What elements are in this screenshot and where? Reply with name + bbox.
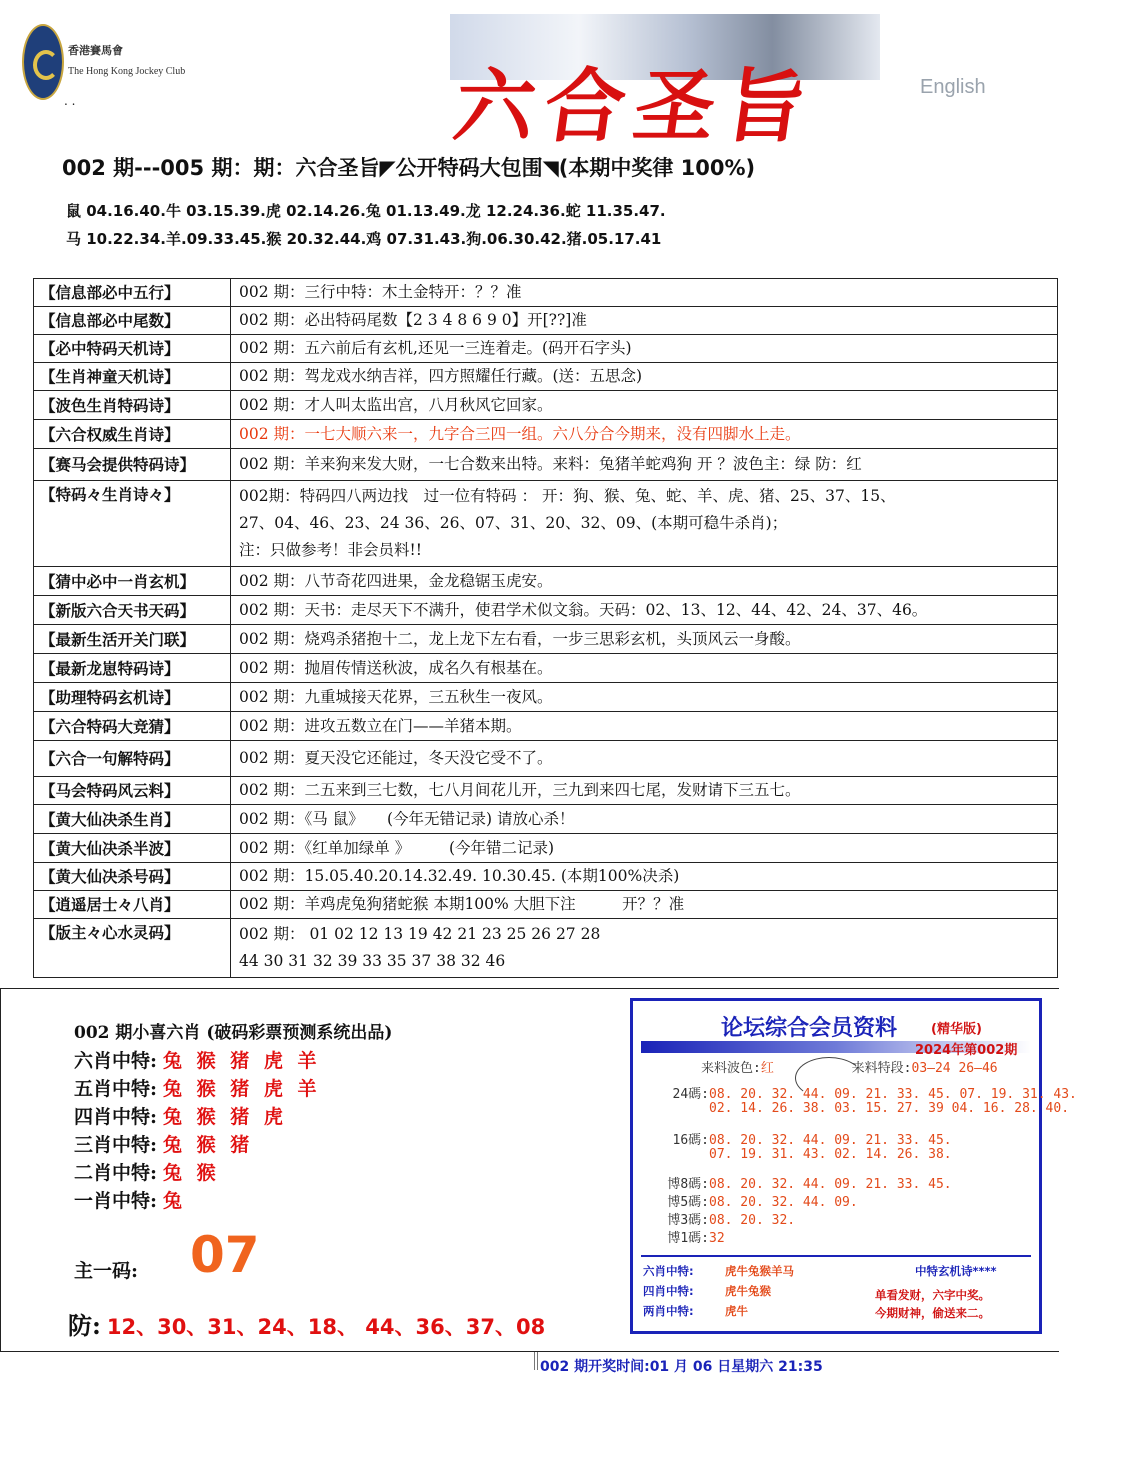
row-value-line: 44 30 31 32 39 33 35 37 38 32 46 xyxy=(239,952,506,970)
six-xiao-row xyxy=(74,1186,186,1213)
fang-line xyxy=(68,1306,545,1341)
row-label: 【六合权威生肖诗】 xyxy=(34,420,231,449)
card-code-line xyxy=(647,1209,795,1228)
card-code-value: 02. 14. 26. 38. 03. 15. 27. 39 04. 16. 28. 40. xyxy=(709,1101,1070,1116)
six-xiao-value: 兔 猴 xyxy=(163,1162,220,1184)
row-value: 002 期：三行中特：木土金特开：？？准 xyxy=(231,279,1058,307)
card-poem-title: 中特玄机诗**** xyxy=(915,1264,997,1278)
main-number-label: 主一码: xyxy=(74,1260,139,1282)
card-six-value: 虎牛兔猴羊马 xyxy=(725,1264,794,1278)
draw-time: 002 期开奖时间:01 月 06 日星期六 21:35 xyxy=(540,1359,823,1375)
six-xiao-value: 兔 xyxy=(163,1190,187,1212)
card-title: 论坛综合会员资料 xyxy=(721,1016,898,1041)
table-row xyxy=(34,335,1058,363)
row-value: 002 期：夏天没它还能过，冬天没它受不了。 xyxy=(231,741,1058,777)
six-xiao-value: 兔 猴 猪 虎 xyxy=(163,1106,287,1128)
table-row xyxy=(34,741,1058,777)
six-xiao-label: 一肖中特: xyxy=(74,1190,158,1212)
jockey-club-logo[interactable] xyxy=(22,24,202,108)
row-label: 【版主々心水灵码】 xyxy=(34,919,231,978)
page-headline: 002 期---005 期：期：六合圣旨◤公开特码大包围◥(本期中奖律 100%) xyxy=(62,156,756,180)
card-code-value: 08. 20. 32. 44. 09. 21. 33. 45. xyxy=(709,1133,952,1148)
row-value: 002 期：羊鸡虎兔狗猪蛇猴 本期100% 大胆下注 开？？准 xyxy=(231,891,1058,919)
card-six-label: 六肖中特: xyxy=(643,1264,694,1278)
six-xiao-title: 002 期小喜六肖 (破码彩票预测系统出品) xyxy=(74,1023,393,1043)
card-tag: (精华版) xyxy=(931,1022,982,1037)
banner xyxy=(448,14,880,153)
row-value: 002 期：一七大顺六来一，九字合三四一组。六八分合今期来，没有四脚水上走。 xyxy=(231,420,1058,449)
card-code-line xyxy=(647,1083,1077,1102)
table-row xyxy=(34,863,1058,891)
card-code-label: 博5碼: xyxy=(667,1195,709,1210)
card-poem-line-1: 单看发财，六字中奖。 xyxy=(875,1288,990,1302)
card-code-line xyxy=(647,1191,858,1210)
fang-values: 12、30、31、24、18、 44、36、37、08 xyxy=(106,1315,546,1339)
table-row xyxy=(34,449,1058,481)
six-xiao-label: 四肖中特: xyxy=(74,1106,158,1128)
row-value-line: 002期：特码四八两边找 过一位有特码 ： 开：狗、猴、兔、蛇、羊、虎、猪、25、37、15、 xyxy=(239,487,896,505)
six-xiao-label: 六肖中特: xyxy=(74,1050,158,1072)
row-value: 002 期：才人叫太监出宫，八月秋风它回家。 xyxy=(231,391,1058,420)
row-label: 【六合一句解特码】 xyxy=(34,741,231,777)
row-value: 002 期：15.05.40.20.14.32.49. 10.30.45. (本期100%决杀) xyxy=(231,863,1058,891)
card-code-label: 博1碼: xyxy=(667,1231,709,1246)
main-number: 07 xyxy=(190,1226,260,1284)
card-code-label: 博3碼: xyxy=(667,1213,709,1228)
row-value: 002 期：五六前后有玄机,还见一三连着走。(码开石字头) xyxy=(231,335,1058,363)
card-code-label: 24碼: xyxy=(672,1087,709,1102)
card-code-value: 08. 20. 32. 44. 09. 21. 33. 45. 07. 19. 31. 43. xyxy=(709,1087,1077,1102)
row-value: 002 期：进攻五数立在门——羊猪本期。 xyxy=(231,712,1058,741)
table-row xyxy=(34,307,1058,335)
row-value: 002 期：《马 鼠》 (今年无错记录) 请放心杀！ xyxy=(231,805,1058,834)
card-issue: 2024年第002期 xyxy=(915,1043,1018,1058)
logo-chinese-text: 香港賽馬會 xyxy=(68,45,123,57)
row-label: 【马会特码风云料】 xyxy=(34,777,231,805)
table-row xyxy=(34,420,1058,449)
table-row xyxy=(34,596,1058,625)
six-xiao-row xyxy=(74,1074,320,1101)
row-value: 002 期：必出特码尾数【2 3 4 8 6 9 0】开[??]准 xyxy=(231,307,1058,335)
row-value: 002 期：九重城接天花界，三五秋生一夜风。 xyxy=(231,683,1058,712)
card-range-value: 03—24 26—46 xyxy=(911,1061,998,1076)
card-code-value: 08. 20. 32. 44. 09. 21. 33. 45. xyxy=(709,1177,952,1192)
row-value: 002 期：八节奇花四进果，金龙稳锯玉虎安。 xyxy=(231,567,1058,596)
table-row xyxy=(34,683,1058,712)
row-label: 【黄大仙决杀号码】 xyxy=(34,863,231,891)
row-value-line: 27、04、46、23、24 36、26、07、31、20、32、09、(本期可稳牛杀肖)； xyxy=(239,514,788,532)
table-row xyxy=(34,654,1058,683)
table-row xyxy=(34,777,1058,805)
prediction-table xyxy=(33,278,1058,978)
table-row xyxy=(34,625,1058,654)
row-label: 【六合特码大竞猜】 xyxy=(34,712,231,741)
row-value: 002 期：天书：走尽天下不满升，使君学术似文翁。天码：02、13、12、44、42、24、37、46。 xyxy=(231,596,1058,625)
card-code-label: 博8碼: xyxy=(667,1177,709,1192)
row-value: 002 期：《红单加绿单 》 (今年错二记录) xyxy=(231,834,1058,863)
table-row xyxy=(34,919,1058,978)
table-row xyxy=(34,567,1058,596)
six-xiao-row xyxy=(74,1130,253,1157)
card-two-label: 两肖中特: xyxy=(643,1304,694,1318)
fang-label: 防: xyxy=(68,1311,101,1340)
row-label: 【特码々生肖诗々】 xyxy=(34,481,231,567)
card-color-value: 红 xyxy=(760,1061,774,1076)
row-label: 【生肖神童天机诗】 xyxy=(34,363,231,391)
english-link[interactable]: English xyxy=(920,76,986,98)
row-value xyxy=(231,481,1058,567)
row-label: 【黄大仙决杀生肖】 xyxy=(34,805,231,834)
row-label: 【猜中必中一肖玄机】 xyxy=(34,567,231,596)
card-code-line xyxy=(647,1129,952,1148)
row-value: 002 期：抛眉传情送秋波，成名久有根基在。 xyxy=(231,654,1058,683)
card-code-line xyxy=(647,1101,1069,1116)
card-code-line xyxy=(647,1147,952,1162)
logo-english-text: The Hong Kong Jockey Club xyxy=(68,66,186,77)
six-xiao-label: 三肖中特: xyxy=(74,1134,158,1156)
table-row xyxy=(34,805,1058,834)
card-range-label: 来料特段: xyxy=(851,1061,912,1076)
table-row xyxy=(34,481,1058,567)
card-four-value: 虎牛兔猴 xyxy=(725,1284,771,1298)
table-row xyxy=(34,363,1058,391)
row-label: 【必中特码天机诗】 xyxy=(34,335,231,363)
zodiac-numbers-line-2: 马 10.22.34.羊.09.33.45.猴 20.32.44.鸡 07.31.43.狗.06.30.42.猪.05.17.41 xyxy=(66,230,662,248)
table-row xyxy=(34,279,1058,307)
six-xiao-value: 兔 猴 猪 xyxy=(163,1134,254,1156)
card-poem-line-2: 今期财神，偷送来二。 xyxy=(875,1306,990,1320)
row-label: 【波色生肖特码诗】 xyxy=(34,391,231,420)
table-row xyxy=(34,712,1058,741)
row-label: 【助理特码玄机诗】 xyxy=(34,683,231,712)
row-value: 002 期：羊来狗来发大财，一七合数来出特。来料：兔猪羊蛇鸡狗 开 ？波色主：绿 防：红 xyxy=(231,449,1058,481)
six-xiao-label: 二肖中特: xyxy=(74,1162,158,1184)
card-code-value: 32 xyxy=(709,1231,725,1246)
six-xiao-value: 兔 猴 猪 虎 羊 xyxy=(163,1078,321,1100)
six-xiao-row xyxy=(74,1046,320,1073)
row-label: 【最新生活开关门联】 xyxy=(34,625,231,654)
row-label: 【黄大仙决杀半波】 xyxy=(34,834,231,863)
row-value: 002 期：驾龙戏水纳吉祥，四方照耀任行藏。(送：五思念) xyxy=(231,363,1058,391)
card-code-value: 08. 20. 32. xyxy=(709,1213,796,1228)
card-code-value: 07. 19. 31. 43. 02. 14. 26. 38. xyxy=(709,1147,952,1162)
six-xiao-label: 五肖中特: xyxy=(74,1078,158,1100)
row-label: 【信息部必中五行】 xyxy=(34,279,231,307)
card-separator xyxy=(641,1255,1031,1257)
draw-time-divider xyxy=(534,1352,538,1370)
card-two-value: 虎牛 xyxy=(725,1304,748,1318)
row-value: 002 期：二五来到三七数，七八月间花儿开，三九到来四七尾，发财请下三五七。 xyxy=(231,777,1058,805)
table-row xyxy=(34,834,1058,863)
table-row xyxy=(34,391,1058,420)
card-code-label: 16碼: xyxy=(672,1133,709,1148)
six-xiao-row xyxy=(74,1158,220,1185)
card-color-label: 来料波色: xyxy=(701,1061,761,1076)
six-xiao-value: 兔 猴 猪 虎 羊 xyxy=(163,1050,321,1072)
row-label: 【信息部必中尾数】 xyxy=(34,307,231,335)
row-label: 【最新龙崽特码诗】 xyxy=(34,654,231,683)
card-code-line xyxy=(647,1173,952,1192)
forum-member-card xyxy=(630,998,1077,1334)
jockey-club-emblem-icon xyxy=(22,24,64,100)
six-xiao-row xyxy=(74,1102,287,1129)
table-row xyxy=(34,891,1058,919)
zodiac-numbers-line-1: 鼠 04.16.40.牛 03.15.39.虎 02.14.26.兔 01.13.49.龙 12.24.36.蛇 11.35.47. xyxy=(66,202,666,220)
row-value-line: 注：只做参考！非会员料!! xyxy=(239,541,422,559)
row-label: 【赛马会提供特码诗】 xyxy=(34,449,231,481)
row-value xyxy=(231,919,1058,978)
card-four-label: 四肖中特: xyxy=(643,1284,694,1298)
row-value: 002 期：烧鸡杀猪抱十二，龙上龙下左右看，一步三思彩玄机，头顶风云一身酸。 xyxy=(231,625,1058,654)
card-code-value: 08. 20. 32. 44. 09. xyxy=(709,1195,858,1210)
banner-title: 六合圣旨 xyxy=(448,60,822,153)
row-label: 【新版六合天书天码】 xyxy=(34,596,231,625)
logo-dots: . . xyxy=(64,94,76,108)
row-label: 【逍遥居士々八肖】 xyxy=(34,891,231,919)
card-code-line xyxy=(647,1227,725,1246)
row-value-line: 002 期： 01 02 12 13 19 42 21 23 25 26 27 28 xyxy=(239,925,601,943)
